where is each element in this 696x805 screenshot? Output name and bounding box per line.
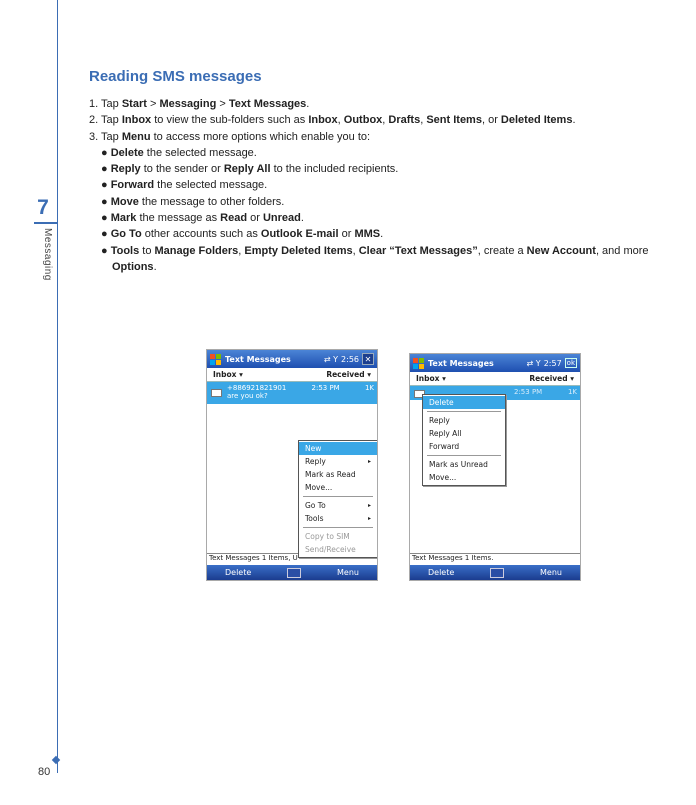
chevron-right-icon: ▸ (367, 515, 371, 522)
menu-item-send-receive[interactable] (299, 543, 377, 556)
text: , (382, 114, 389, 127)
text: 2. Tap (89, 114, 122, 127)
term: Inbox (121, 114, 152, 127)
text: > (146, 98, 160, 110)
step-3 (89, 129, 689, 145)
term: Start (121, 98, 147, 110)
menu-separator (303, 527, 373, 528)
screenshot-menu (206, 349, 378, 581)
text: or (247, 212, 263, 225)
bullet-move (89, 194, 689, 210)
term: Delete (110, 146, 144, 159)
keyboard-icon[interactable] (490, 568, 504, 578)
text: the selected message. (154, 179, 268, 192)
bullet-mark: ● (101, 212, 111, 225)
text: . (153, 260, 157, 273)
title-bar (410, 354, 580, 372)
term: Mark (110, 212, 137, 225)
term: Empty Deleted Items (244, 244, 353, 257)
message-sender: +886921821901 (227, 384, 287, 392)
menu-item-reply[interactable] (299, 455, 377, 468)
bullet-goto (89, 226, 689, 242)
message-size: 1K (567, 388, 577, 396)
bullet-mark (89, 210, 689, 226)
clock[interactable]: 2:57 (543, 358, 562, 368)
page-number: 80 (38, 766, 51, 778)
menu-label: Move... (305, 483, 333, 492)
bullet-mark: ● (101, 228, 111, 241)
term: Outbox (343, 114, 383, 127)
softkey-bar (207, 565, 377, 580)
text: to view the sub-folders such as (151, 114, 309, 127)
text: , or (481, 114, 501, 127)
sort-dropdown[interactable]: Received ▾ (529, 374, 574, 383)
close-icon[interactable]: ✕ (362, 353, 374, 365)
status-bar: Text Messages 1 Items, U (207, 553, 377, 565)
message-header (227, 384, 374, 392)
message-size: 1K (364, 384, 374, 392)
term: Forward (110, 179, 155, 192)
window-title: Text Messages (225, 354, 291, 364)
menu-item-mark-as-read[interactable] (299, 468, 377, 481)
term: Text Messages (228, 98, 307, 110)
filter-bar (410, 372, 580, 386)
menu-label: Tools (305, 514, 324, 523)
bullet-mark: ● (101, 195, 111, 208)
text: the message as (136, 212, 221, 225)
term: Go To (110, 228, 142, 241)
section-title: Reading SMS messages (89, 68, 262, 85)
term: Tools (110, 244, 140, 257)
menu-softkey[interactable]: Menu (337, 568, 359, 577)
term: Options (112, 260, 154, 273)
text: the message to other folders. (138, 195, 285, 208)
bullet-tools (89, 243, 689, 276)
term: New Account (526, 244, 596, 257)
menu-item-move[interactable] (299, 481, 377, 494)
text: > (216, 98, 229, 110)
folder-dropdown[interactable]: Inbox ▾ (416, 374, 446, 383)
text: . (306, 98, 310, 110)
delete-softkey[interactable]: Delete (428, 568, 455, 577)
bullet-forward (89, 177, 689, 193)
windows-start-icon[interactable] (413, 358, 424, 369)
chapter-tick (34, 222, 57, 224)
context-menu (422, 394, 506, 486)
message-row[interactable] (207, 382, 377, 404)
text: . (380, 228, 384, 241)
text: , (352, 244, 359, 257)
menu-item-reply[interactable]: Reply (429, 416, 450, 425)
margin-rule (57, 0, 58, 773)
term: Reply All (223, 163, 271, 176)
menu-separator (427, 455, 501, 456)
step-2 (89, 112, 689, 128)
filter-bar (207, 368, 377, 382)
status-bar: Text Messages 1 Items. (410, 553, 580, 565)
chevron-right-icon: ▸ (367, 458, 371, 465)
ok-button[interactable]: ok (566, 359, 575, 367)
context-menu (298, 440, 378, 558)
text: or (338, 228, 355, 241)
menu-softkey[interactable]: Menu (540, 568, 562, 577)
text: , and more (595, 244, 649, 257)
term: Inbox (308, 114, 338, 127)
page-diamond-icon (52, 756, 60, 764)
menu-label: Send/Receive (305, 545, 356, 554)
text: . (572, 114, 576, 127)
delete-softkey[interactable]: Delete (225, 568, 252, 577)
text: , (238, 244, 245, 257)
message-time: 2:53 PM (514, 388, 543, 396)
menu-label: Copy to SIM (305, 532, 350, 541)
step-1 (89, 96, 689, 112)
menu-item-reply-all[interactable]: Reply All (429, 429, 462, 438)
text: , (337, 114, 344, 127)
chapter-label: Messaging (42, 228, 53, 281)
signal-icon[interactable]: ⇄ Y (323, 354, 339, 364)
menu-item-copy-to-sim[interactable] (299, 530, 377, 543)
text: to the sender or (140, 163, 224, 176)
term: Deleted Items (500, 114, 573, 127)
menu-item-move[interactable]: Move... (429, 473, 457, 482)
menu-label: New (305, 444, 322, 453)
bullet-delete (89, 145, 689, 161)
text: 3. Tap (89, 130, 122, 143)
menu-separator (427, 411, 501, 412)
term: Unread (262, 212, 301, 225)
text: . (300, 212, 304, 225)
clock[interactable]: 2:56 (341, 354, 359, 364)
bullet-mark: ● (101, 244, 111, 257)
menu-item-forward[interactable]: Forward (429, 442, 460, 451)
menu-label: Reply (305, 457, 326, 466)
text: the selected message. (143, 146, 257, 159)
text: to (139, 244, 155, 257)
term: Sent Items (426, 114, 482, 127)
menu-item-tools[interactable] (299, 512, 377, 525)
folder-dropdown[interactable]: Inbox ▾ (213, 370, 243, 379)
text: to the included recipients. (270, 163, 399, 176)
windows-start-icon[interactable] (210, 354, 221, 365)
text: 1. Tap (89, 98, 122, 110)
bullet-mark: ● (101, 179, 111, 192)
message-time: 2:53 PM (311, 384, 340, 392)
menu-separator (303, 496, 373, 497)
menu-item-go-to[interactable] (299, 499, 377, 512)
term: MMS (354, 228, 381, 241)
term: Reply (110, 163, 141, 176)
term: Read (220, 212, 248, 225)
menu-item-new[interactable] (299, 442, 377, 455)
term: Outlook E-mail (260, 228, 339, 241)
term: Messaging (159, 98, 217, 110)
title-bar (207, 350, 377, 368)
term: Manage Folders (154, 244, 239, 257)
sort-dropdown[interactable]: Received ▾ (326, 370, 371, 379)
screenshot-context-menu (409, 353, 581, 581)
menu-label: Go To (305, 501, 326, 510)
keyboard-icon[interactable] (287, 568, 301, 578)
menu-item-delete[interactable]: Delete (423, 396, 505, 409)
term: Drafts (388, 114, 421, 127)
bullet-mark: ● (101, 146, 111, 159)
bullet-mark: ● (101, 163, 111, 176)
signal-icon[interactable]: ⇄ Y (526, 358, 541, 368)
message-preview: are you ok? (227, 392, 268, 400)
chapter-number: 7 (37, 196, 49, 219)
text: , (420, 114, 427, 127)
term: Clear “Text Messages” (358, 244, 478, 257)
bullet-reply (89, 161, 689, 177)
window-title: Text Messages (428, 358, 494, 368)
text: other accounts such as (141, 228, 261, 241)
envelope-icon (211, 389, 222, 397)
text: to access more options which enable you to: (150, 130, 371, 143)
text: , create a (477, 244, 527, 257)
menu-label: Mark as Read (305, 470, 356, 479)
instructions (89, 96, 689, 275)
chevron-right-icon: ▸ (367, 502, 371, 509)
softkey-bar (410, 565, 580, 580)
term: Menu (121, 130, 151, 143)
menu-item-mark-as-unread[interactable]: Mark as Unread (429, 460, 488, 469)
term: Move (110, 195, 139, 208)
